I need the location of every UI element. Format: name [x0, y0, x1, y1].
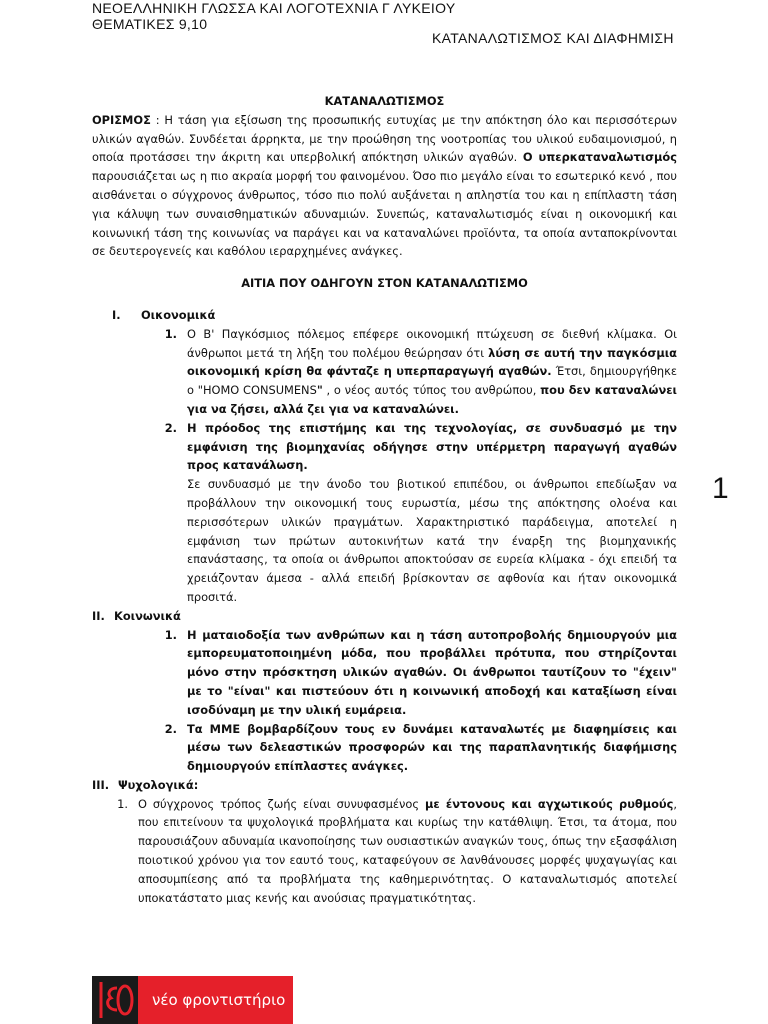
text-run: Έτσι, δημιουργήθηκε ο "HOMO CONSUMENS: [187, 364, 677, 398]
list-item: [92, 325, 677, 419]
header-chapter-title: ΚΑΤΑΝΑΛΩΤΙΣΜΟΣ ΚΑΙ ΔΙΑΦΗΜΙΣΗ: [432, 30, 674, 46]
list-item-text: Τα ΜΜΕ βομβαρδίζουν τους εν δυνάμει καταναλωτές με διαφημίσεις και μέσω των δελεαστικών προσφορών και της παραπλανητικής διαφήμισης δημιουργούν επίπλαστες ανάγκες.: [187, 721, 677, 774]
bold-run: που δεν καταναλώνει για να ζήσει, αλλά ζει για να καταναλώνει.: [187, 383, 677, 416]
list-item-number: 1.: [117, 796, 128, 811]
document-body: [92, 92, 677, 907]
list-item: [92, 720, 677, 776]
section-label: Ψυχολογικά:: [118, 777, 199, 792]
list-item-number: 2.: [164, 721, 177, 736]
bold-run: Η πρόοδος της επιστήμης και της τεχνολογίας, σε συνδυασμό με την εμφάνιση της βιομηχανίας οδήγησε στην υπέρμετρη παραγωγή αγαθών προς κατανάλωση.: [187, 420, 677, 473]
brand-mark-icon: [92, 976, 138, 1024]
list-item-text: [187, 419, 677, 607]
header-course-title: ΝΕΟΕΛΛΗΝΙΚΗ ΓΛΩΣΣΑ ΚΑΙ ΛΟΓΟΤΕΧΝΙΑ Γ ΛΥΚΕΙΟΥ: [92, 0, 456, 16]
text-run: Σε συνδυασμό με την άνοδο του βιοτικού επιπέδου, οι άνθρωποι επεδίωξαν να προβάλλουν την οικονομική τους ευρωστία, μέσω της απόκτησης ολοένα και περισσότερων υλικών πραγμάτων. Χαρακτηριστικό παράδειγμα, αποτελεί η εμφάνιση των πρώτων αυτοκινήτων κατά την έναρξη της βιομηχανικής επανάστασης, τα οποία οι άνθρωποι αποκτούσαν σε ευρεία κλίμακα - όχι επειδή τα χρειάζονταν άμεσα - αλλά επειδή βρίσκονταν σε αφθονία και ήταν οικονομικά προσιτά.: [187, 477, 677, 604]
list-item-text: [187, 325, 677, 419]
section-psychological-heading: [92, 776, 677, 795]
list-item: [92, 795, 677, 908]
section-number: II.: [92, 608, 105, 623]
text-run: , ο νέος αυτός τύπος του ανθρώπου,: [322, 383, 541, 398]
definition-bold: Ο υπερκαταναλωτισμός: [522, 150, 677, 165]
section-label: Οικονομικά: [141, 307, 216, 322]
text-run: , που επιτείνουν τα ψυχολογικά προβλήματα και κυρίως την κατάθλιψη. Έτσι, τα άτομα, που παρουσιάζουν αδυναμία ικανοποίησης των ουσιαστικών αναγκών τους, όπως την εξασφάλιση ποιοτικού χρόνου για τον εαυτό τους, καταφεύγουν σε λανθάνουσες μορφές ψυχαγωγίας και αποσυμπίεσης από τα προβλήματα της καθημερινότητας. Ο καταναλωτισμός αποτελεί υποκατάστατο μιας κενής και ανούσιας πραγματικότητας.: [138, 796, 677, 905]
list-item-number: 1.: [164, 627, 177, 642]
definition-text-1: : Η τάση για εξίσωση της προσωπικής ευτυχίας με την απόκτηση όλο και περισσότερων υλικών αγαθών. Συνδέεται άρρηκτα, με την προώθηση της νοοτροπίας του υλικού ευδαιμονισμού, η οποία προτάσσει την άκριτη και υπερβολική απόκτηση υλικών αγαθών.: [92, 112, 677, 165]
list-item-text: Η ματαιοδοξία των ανθρώπων και η τάση αυτοπροβολής δημιουργούν μια εμπορευματοποιημένη μόδα, που προβάλλει πρότυπα, που στηρίζονται μόνο στην πρόσκτηση υλικών αγαθών. Οι άνθρωποι ταυτίζουν το "έχειν" με το "είναι" και πιστεύουν ότι η κοινωνική αποδοχή και καταξίωση είναι ισοδύναμη με την υλική ευμάρεια.: [187, 627, 677, 717]
definition-text-2: παρουσιάζεται ως η πιο ακραία μορφή του φαινομένου. Όσο πιο μεγάλο είναι το εσωτερικό κενό , που αισθάνεται ο σύγχρονος άνθρωπος, τόσο πιο πολύ αυξάνεται η απληστία του και η επίπλαστη τάση για κάλυψη των συναισθηματικών αδυναμιών. Συνεπώς, καταναλωτισμός είναι η οικονομική και κοινωνική τάση της κοινωνίας να παράγει και να καταναλώνει προϊόντα, τα οποία ανταποκρίνονται σε δευτερογενείς και καθόλου ιεραρχημένες ανάγκες.: [92, 169, 677, 259]
brand-name: νέο φροντιστήριο: [152, 991, 286, 1009]
text-run: Ο Β' Παγκόσμιος πόλεμος επέφερε οικονομική πτώχευση σε διεθνή κλίμακα. Οι άνθρωποι μετά τη λήξη του πολέμου θεώρησαν ότι: [187, 326, 677, 360]
list-item: [92, 419, 677, 607]
definition-paragraph: [92, 111, 677, 261]
header-topics: ΘΕΜΑΤΙΚΕΣ 9,10: [92, 16, 208, 32]
section-social-heading: [92, 607, 677, 626]
bold-run: λύση σε αυτή την παγκόσμια οικονομική κρίση θα φάνταζε η υπερπαραγωγή αγαθών.: [187, 345, 677, 379]
list-item-text: [138, 795, 677, 908]
definition-label: ΟΡΙΣΜΟΣ: [92, 112, 151, 127]
footer-logo: [92, 976, 293, 1024]
text-run: Ο σύγχρονος τρόπος ζωής είναι συνυφασμένος: [138, 796, 425, 811]
document-title: ΚΑΤΑΝΑΛΩΤΙΣΜΟΣ: [324, 94, 445, 108]
section-number: I.: [112, 307, 121, 322]
section-label: Κοινωνικά: [114, 608, 181, 623]
bold-run: με έντονους και αγχωτικούς ρυθμούς: [424, 796, 674, 811]
page-number: 1: [712, 472, 729, 505]
causes-heading: ΑΙΤΙΑ ΠΟΥ ΟΔΗΓΟΥΝ ΣΤΟΝ ΚΑΤΑΝΑΛΩΤΙΣΜΟ: [241, 276, 528, 291]
list-item-number: 1.: [164, 326, 177, 341]
bold-run: ": [316, 383, 323, 398]
list-item-number: 2.: [164, 420, 177, 435]
section-economic-heading: [92, 306, 677, 325]
list-item: [92, 626, 677, 720]
section-number: III.: [92, 777, 110, 792]
